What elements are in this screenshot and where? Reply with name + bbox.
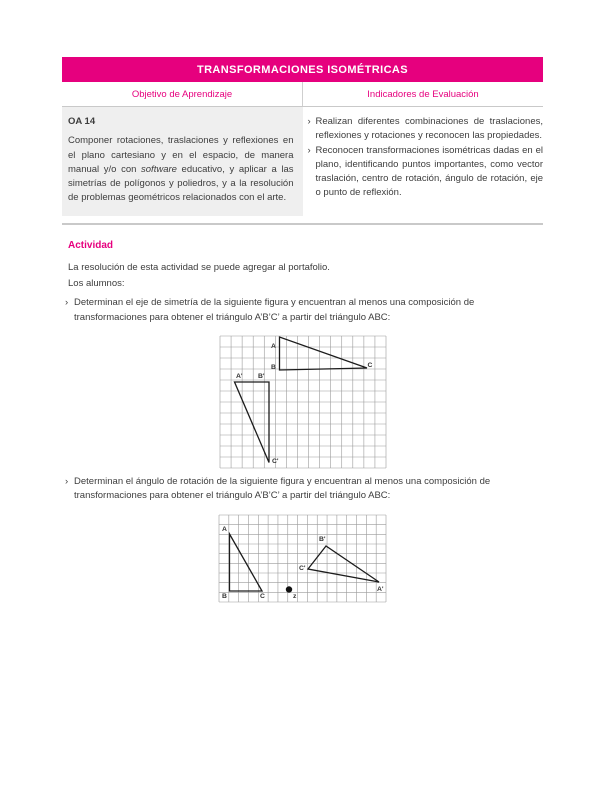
activity-task-text: Determinan el ángulo de rotación de la siguiente figura y encuentran al menos una composición de transformaciones para obtener el triángulo A’B’C’ a partir del triángulo ABC: bbox=[74, 475, 491, 502]
vertex-label: C bbox=[367, 361, 372, 369]
vertex-label: B bbox=[222, 592, 227, 600]
table-column-header-row bbox=[62, 82, 543, 107]
vertex-label: B' bbox=[257, 372, 265, 380]
activity-task-text: Determinan el eje de simetría de la siguiente figura y encuentran al menos una composición de transformaciones para obtener el triángulo A’B’C’ a partir del triángulo ABC: bbox=[74, 297, 475, 323]
objective-code: OA 14 bbox=[68, 116, 96, 127]
vertex-label: A bbox=[222, 525, 227, 533]
rotation-figure bbox=[62, 514, 543, 603]
symmetry-figure bbox=[62, 335, 543, 469]
objective-cell bbox=[62, 107, 303, 216]
objective-text-part2: educativo, y aplicar a las simetrías de polígonos y poliedros, y a la resolución de problemas geométricos relacionados con el arte. bbox=[68, 163, 294, 204]
rotation-figure-svg bbox=[218, 514, 387, 603]
column-header-objetivo: Objetivo de Aprendizaje bbox=[62, 82, 303, 106]
objective-text-part1: Componer rotaciones, traslaciones y reflexiones en el plano cartesiano y en el espacio, de manera manual y/o con bbox=[68, 135, 294, 175]
column-header-indicadores: Indicadores de Evaluación bbox=[367, 89, 479, 100]
indicator-item bbox=[308, 144, 544, 201]
symmetry-figure-svg bbox=[219, 335, 387, 469]
bullet-marker: › bbox=[307, 144, 311, 156]
activity-students-label: Los alumnos: bbox=[68, 278, 125, 290]
vertex-label: A bbox=[270, 342, 276, 350]
objective-text-italic: software bbox=[141, 163, 177, 175]
objective-text bbox=[68, 134, 294, 205]
document-title: TRANSFORMACIONES ISOMÉTRICAS bbox=[196, 64, 409, 76]
activity-task bbox=[65, 296, 543, 325]
vertex-label: C bbox=[260, 592, 265, 600]
vertex-label: C' bbox=[271, 457, 279, 465]
indicator-item bbox=[308, 115, 544, 144]
vertex-label: C' bbox=[299, 564, 306, 572]
bullet-marker: › bbox=[65, 297, 69, 309]
triangle-shape bbox=[279, 337, 367, 370]
activity-heading: Actividad bbox=[68, 239, 114, 251]
table-body-row bbox=[62, 107, 543, 216]
vertex-label: B' bbox=[319, 535, 326, 543]
activity-portfolio-note: La resolución de esta actividad se puede agregar al portafolio. bbox=[68, 261, 330, 273]
table-bottom-rule bbox=[62, 223, 543, 225]
vertex-label: B bbox=[270, 363, 276, 371]
triangle-shape bbox=[234, 382, 269, 463]
bullet-marker: › bbox=[65, 475, 69, 487]
vertex-label: A' bbox=[235, 372, 243, 380]
document-title-bar bbox=[62, 57, 543, 82]
rotation-center-point bbox=[286, 586, 292, 592]
indicators-cell bbox=[303, 107, 544, 201]
indicator-text: Reconocen transformaciones isométricas dadas en el plano, identificando puntos importantes, como vector traslación, centro de rotación, ángulo de rotación, eje o punto de reflexión. bbox=[315, 144, 543, 199]
indicator-text: Realizan diferentes combinaciones de traslaciones, reflexiones y rotaciones y reconocen las propiedades. bbox=[315, 116, 543, 142]
grid-lines bbox=[220, 336, 386, 468]
page-content bbox=[62, 57, 543, 609]
vertex-label: A' bbox=[377, 585, 384, 593]
bullet-marker: › bbox=[307, 116, 311, 127]
triangle-shape bbox=[308, 546, 379, 582]
activity-task bbox=[65, 475, 543, 504]
point-label: z bbox=[293, 592, 297, 600]
